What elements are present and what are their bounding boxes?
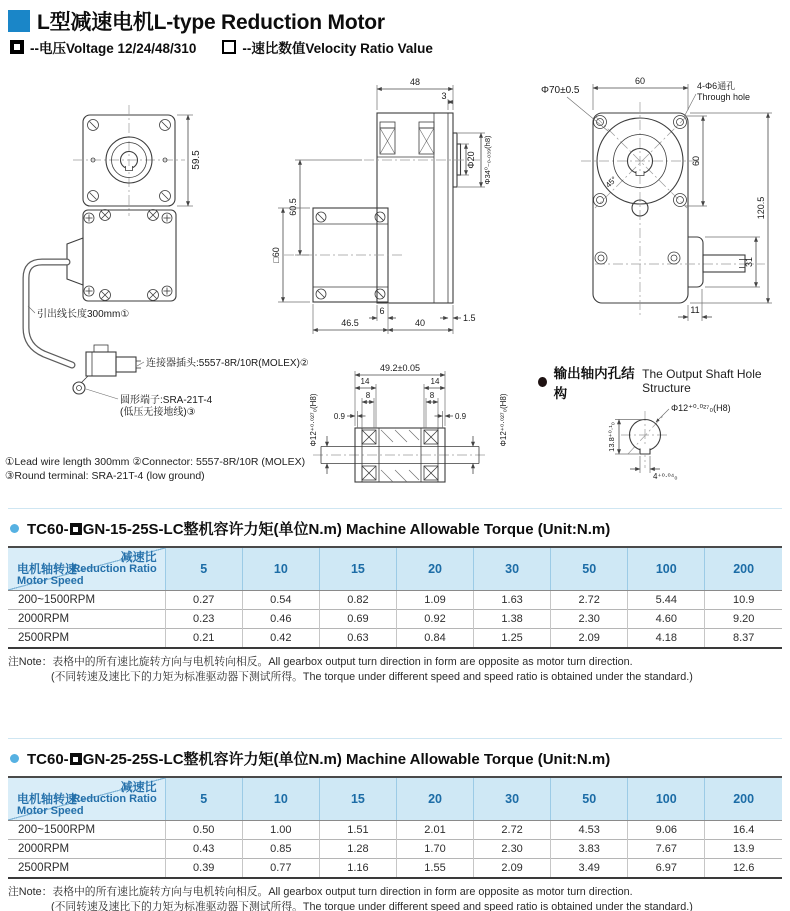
table-row bbox=[8, 821, 782, 840]
terminal-callout-line2: (低压无接地线)③ bbox=[120, 407, 196, 418]
torque-table-section-2 bbox=[8, 738, 782, 911]
ratio-column-header: 10 bbox=[242, 777, 319, 821]
ratio-column-header: 30 bbox=[474, 777, 551, 821]
torque-value-cell: 12.6 bbox=[705, 859, 782, 879]
rear-view-drawing bbox=[535, 72, 790, 330]
motor-face bbox=[73, 105, 185, 216]
torque-value-cell: 8.37 bbox=[705, 629, 782, 649]
dim-31: 31 bbox=[744, 256, 754, 268]
ratio-column-header: 5 bbox=[165, 777, 242, 821]
torque-value-cell: 13.9 bbox=[705, 840, 782, 859]
torque-value-cell: 1.28 bbox=[319, 840, 396, 859]
torque-value-cell: 0.23 bbox=[165, 610, 242, 629]
page-header bbox=[8, 6, 385, 36]
legend-ratio-label: --速比数值Velocity Ratio Value bbox=[242, 41, 433, 56]
dim-14-right: 14 bbox=[430, 377, 440, 386]
motor-speed-label: 2500RPM bbox=[8, 629, 165, 649]
torque-value-cell: 0.84 bbox=[396, 629, 473, 649]
torque-value-cell: 3.49 bbox=[551, 859, 628, 879]
torque-value-cell: 1.09 bbox=[396, 591, 473, 610]
torque-value-cell: 2.01 bbox=[396, 821, 473, 840]
ratio-column-header: 20 bbox=[396, 547, 473, 591]
torque-value-cell: 5.44 bbox=[628, 591, 705, 610]
table-title-text: TC60- GN-15-25S-LC整机容许力矩(单位N.m) Machine Allowable Torque (Unit:N.m) bbox=[27, 521, 611, 538]
footnote-line1: ①Lead wire length 300mm ②Connector: 5557-8R/10R (MOLEX) bbox=[5, 456, 306, 468]
dim-phi70: Φ70±0.5 bbox=[541, 85, 580, 96]
motor-speed-label: 200~1500RPM bbox=[8, 821, 165, 840]
corner-bottom-cn: 电机轴转速 bbox=[17, 792, 78, 806]
dim-phi12-left: Φ12⁺⁰·⁰²⁷₀(H8) bbox=[309, 393, 318, 447]
table-title-text: TC60- GN-25-25S-LC整机容许力矩(单位N.m) Machine Allowable Torque (Unit:N.m) bbox=[27, 751, 611, 768]
ratio-column-header: 50 bbox=[551, 547, 628, 591]
dim-09-left: 0.9 bbox=[333, 412, 345, 421]
torque-value-cell: 0.43 bbox=[165, 840, 242, 859]
page-title: L型减速电机L-type Reduction Motor bbox=[37, 11, 385, 34]
torque-value-cell: 1.16 bbox=[319, 859, 396, 879]
torque-value-cell: 0.46 bbox=[242, 610, 319, 629]
motor-speed-label: 200~1500RPM bbox=[8, 591, 165, 610]
torque-value-cell: 1.51 bbox=[319, 821, 396, 840]
torque-value-cell: 16.4 bbox=[705, 821, 782, 840]
dim-11: 11 bbox=[690, 305, 700, 315]
voltage-square-icon bbox=[70, 753, 82, 765]
ratio-column-header: 50 bbox=[551, 777, 628, 821]
torque-value-cell: 0.50 bbox=[165, 821, 242, 840]
torque-value-cell: 0.39 bbox=[165, 859, 242, 879]
ratio-column-header: 100 bbox=[628, 777, 705, 821]
dim-8-right: 8 bbox=[429, 391, 435, 400]
torque-value-cell: 2.30 bbox=[551, 610, 628, 629]
ratio-column-header: 100 bbox=[628, 547, 705, 591]
note-line1: 注Note：表格中的所有速比旋转方向与电机转向相反。All gearbox output turn direction in form are opposite as motor turn direction. bbox=[8, 886, 633, 898]
torque-value-cell: 0.27 bbox=[165, 591, 242, 610]
motor-speed-label: 2500RPM bbox=[8, 859, 165, 879]
corner-bottom-cn: 电机轴转速 bbox=[17, 562, 78, 576]
through-hole-label-cn: 4-Φ6通孔 bbox=[697, 81, 736, 91]
ratio-column-header: 15 bbox=[319, 547, 396, 591]
gearbox-body bbox=[67, 210, 176, 302]
ratio-column-header: 200 bbox=[705, 547, 782, 591]
dim-60-top: 60 bbox=[634, 76, 646, 86]
output-shaft bbox=[688, 237, 745, 287]
dim-45deg: 45° bbox=[603, 174, 619, 190]
ratio-column-header: 30 bbox=[474, 547, 551, 591]
torque-value-cell: 2.72 bbox=[551, 591, 628, 610]
dim-46-5: 46.5 bbox=[341, 318, 359, 328]
torque-value-cell: 1.38 bbox=[474, 610, 551, 629]
note-line1: 注Note：表格中的所有速比旋转方向与电机转向相反。All gearbox output turn direction in form are opposite as motor turn direction. bbox=[8, 656, 633, 668]
torque-value-cell: 4.53 bbox=[551, 821, 628, 840]
torque-value-cell: 9.20 bbox=[705, 610, 782, 629]
shaft-hole-dimensions bbox=[607, 403, 731, 481]
legend-row bbox=[10, 37, 433, 57]
dim-6: 6 bbox=[379, 306, 385, 316]
dim-14-left: 14 bbox=[360, 377, 370, 386]
ratio-column-header: 15 bbox=[319, 777, 396, 821]
torque-value-cell: 10.9 bbox=[705, 591, 782, 610]
connector-callout: 连接器插头:5557-8R/10R(MOLEX)② bbox=[146, 358, 309, 369]
dim-3: 3 bbox=[441, 91, 447, 101]
blue-dot-icon bbox=[10, 754, 19, 763]
torque-value-cell: 1.00 bbox=[242, 821, 319, 840]
ratio-column-header: 10 bbox=[242, 547, 319, 591]
torque-value-cell: 3.83 bbox=[551, 840, 628, 859]
torque-value-cell: 1.25 bbox=[474, 629, 551, 649]
torque-value-cell: 2.72 bbox=[474, 821, 551, 840]
ratio-column-header: 5 bbox=[165, 547, 242, 591]
table-row bbox=[8, 610, 782, 629]
footnote-line2: ③Round terminal: SRA-21T-4 (low ground) bbox=[5, 470, 205, 482]
torque-value-cell: 4.60 bbox=[628, 610, 705, 629]
torque-value-cell: 6.97 bbox=[628, 859, 705, 879]
torque-value-cell: 7.67 bbox=[628, 840, 705, 859]
torque-value-cell: 0.21 bbox=[165, 629, 242, 649]
torque-value-cell: 1.63 bbox=[474, 591, 551, 610]
corner-top-cn: 减速比 bbox=[120, 780, 157, 794]
dim-phi20: Φ20 bbox=[466, 151, 476, 169]
dim-phi34: Φ34⁰₋₀.₀₃₉(h8) bbox=[483, 135, 492, 185]
side-view-drawing bbox=[272, 72, 517, 340]
table-title bbox=[10, 748, 782, 769]
section-dimensions bbox=[309, 363, 508, 474]
shaft-hole-heading-cn: 输出轴内孔结构 bbox=[553, 366, 635, 401]
dim-13-8: 13.8⁺⁰·¹₀ bbox=[607, 422, 616, 452]
motor-speed-label: 2000RPM bbox=[8, 610, 165, 629]
table-corner-cell bbox=[8, 547, 165, 591]
lead-wire-callout: 引出线长度300mm① bbox=[37, 309, 130, 320]
torque-value-cell: 0.42 bbox=[242, 629, 319, 649]
table-corner-cell bbox=[8, 777, 165, 821]
table-note bbox=[8, 655, 782, 685]
ratio-column-header: 20 bbox=[396, 777, 473, 821]
corner-top-en: Reduction Ratio bbox=[72, 563, 157, 575]
table-title bbox=[10, 518, 782, 539]
shaft-hole-heading-en: The Output Shaft Hole Structure bbox=[642, 367, 762, 395]
dim-1-5: 1.5 bbox=[463, 313, 476, 323]
torque-table bbox=[8, 776, 782, 879]
corner-bottom-en: Motor Speed bbox=[17, 575, 84, 587]
torque-value-cell: 0.92 bbox=[396, 610, 473, 629]
shaft-hole-drawing bbox=[595, 388, 785, 490]
torque-value-cell: 0.85 bbox=[242, 840, 319, 859]
dim-120-5: 120.5 bbox=[756, 196, 766, 220]
height-dimension bbox=[177, 115, 202, 206]
torque-value-cell: 1.70 bbox=[396, 840, 473, 859]
corner-top-cn: 减速比 bbox=[120, 550, 157, 564]
note-line2: (不同转速及速比下的力矩为标准驱动器下测试所得。The torque under different speed and speed ratio is obtained under the standard.) bbox=[51, 671, 693, 683]
dim-phi12-hole: Φ12⁺⁰·⁰²⁷₀(H8) bbox=[671, 403, 731, 413]
torque-table-section-1 bbox=[8, 508, 782, 685]
torque-value-cell: 4.18 bbox=[628, 629, 705, 649]
table-row bbox=[8, 859, 782, 879]
dim-60-right: 60 bbox=[691, 155, 701, 167]
table-row bbox=[8, 629, 782, 649]
dim-60-5: 60.5 bbox=[288, 198, 298, 216]
dim-09-right: 0.9 bbox=[455, 412, 467, 421]
ratio-square-icon bbox=[222, 40, 236, 54]
gearbox-front-outline bbox=[581, 102, 765, 315]
dim-4: 4⁺⁰·⁰⁴₀ bbox=[653, 472, 678, 481]
torque-table bbox=[8, 546, 782, 649]
ratio-column-header: 200 bbox=[705, 777, 782, 821]
section-view-drawing bbox=[305, 358, 517, 500]
torque-value-cell: 0.63 bbox=[319, 629, 396, 649]
torque-value-cell: 1.55 bbox=[396, 859, 473, 879]
blue-square-icon bbox=[8, 10, 30, 32]
torque-value-cell: 9.06 bbox=[628, 821, 705, 840]
torque-value-cell: 2.09 bbox=[551, 629, 628, 649]
dim-phi12-right: Φ12⁺⁰·⁰²⁷₀(H8) bbox=[499, 393, 508, 447]
voltage-square-icon bbox=[10, 40, 24, 54]
torque-value-cell: 0.54 bbox=[242, 591, 319, 610]
through-hole-label-en: Through hole bbox=[697, 92, 751, 102]
legend-voltage bbox=[10, 37, 196, 57]
terminal-callout-line1: 圆形端子:SRA-21T-4 bbox=[120, 395, 213, 406]
drawing-footnotes bbox=[5, 455, 305, 483]
table-row bbox=[8, 591, 782, 610]
corner-top-en: Reduction Ratio bbox=[72, 793, 157, 805]
torque-value-cell: 0.77 bbox=[242, 859, 319, 879]
coupling-section bbox=[313, 428, 487, 482]
torque-value-cell: 2.09 bbox=[474, 859, 551, 879]
legend-voltage-label: --电压Voltage 12/24/48/310 bbox=[30, 41, 197, 56]
dim-49-2: 49.2±0.05 bbox=[380, 363, 420, 373]
legend-ratio bbox=[222, 37, 433, 57]
motor-speed-label: 2000RPM bbox=[8, 840, 165, 859]
dim-sq60: □60 bbox=[271, 247, 281, 263]
voltage-square-icon bbox=[70, 523, 82, 535]
torque-value-cell: 0.69 bbox=[319, 610, 396, 629]
torque-value-cell: 0.82 bbox=[319, 591, 396, 610]
torque-value-cell: 2.30 bbox=[474, 840, 551, 859]
dim-48: 48 bbox=[409, 77, 421, 87]
dim-8-left: 8 bbox=[365, 391, 371, 400]
note-line2: (不同转速及速比下的力矩为标准驱动器下测试所得。The torque under different speed and speed ratio is obtained under the standard.) bbox=[51, 901, 693, 911]
dim-59-5: 59.5 bbox=[191, 150, 202, 170]
table-row bbox=[8, 840, 782, 859]
blue-dot-icon bbox=[10, 524, 19, 533]
dim-40: 40 bbox=[414, 318, 426, 328]
corner-bottom-en: Motor Speed bbox=[17, 805, 84, 817]
bullet-icon bbox=[538, 377, 547, 387]
table-note bbox=[8, 885, 782, 911]
